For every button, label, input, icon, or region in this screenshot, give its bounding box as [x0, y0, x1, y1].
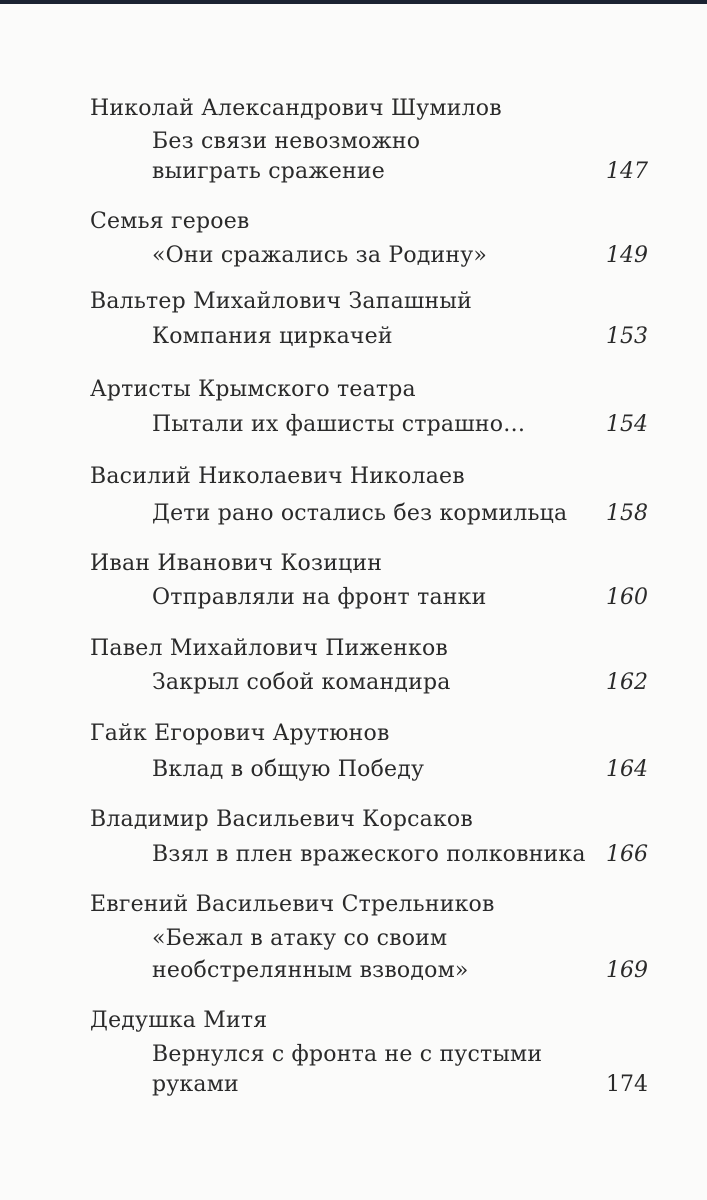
- toc-page-number: 153: [606, 324, 648, 349]
- toc-author: Артисты Крымского театра: [90, 377, 416, 402]
- toc-title-line: Компания циркачей: [152, 324, 393, 349]
- toc-title-line: Вклад в общую Победу: [152, 757, 425, 782]
- toc-title-line: Без связи невозможно: [152, 129, 421, 154]
- toc-title-line: «Бежал в атаку со своим: [152, 926, 448, 951]
- toc-page-number: 164: [606, 757, 648, 782]
- toc-author: Николай Александрович Шумилов: [90, 96, 502, 121]
- toc-title-line: Отправляли на фронт танки: [152, 585, 487, 610]
- toc-author: Иван Иванович Козицин: [90, 551, 383, 576]
- toc-page-number: 169: [606, 958, 648, 983]
- toc-page-number: 166: [606, 842, 648, 867]
- toc-author: Семья героев: [90, 209, 250, 234]
- toc-page-number: 160: [606, 585, 648, 610]
- toc-author: Павел Михайлович Пиженков: [90, 636, 449, 661]
- toc-page-number: 147: [606, 159, 648, 184]
- toc-page-number: 158: [606, 501, 648, 526]
- toc-author: Гайк Егорович Арутюнов: [90, 721, 390, 746]
- toc-title-line: Вернулся с фронта не с пустыми: [152, 1042, 543, 1067]
- toc-title-line: Дети рано остались без кормильца: [152, 501, 568, 526]
- toc-page-number: 174: [606, 1072, 648, 1097]
- toc-title-line: Пытали их фашисты страшно…: [152, 412, 526, 437]
- toc-author: Вальтер Михайлович Запашный: [90, 289, 472, 314]
- toc-title-line: необстрелянным взводом»: [152, 958, 469, 983]
- toc-title-line: руками: [152, 1072, 239, 1097]
- toc-title-line: «Они сражались за Родину»: [152, 243, 488, 268]
- toc-author: Дедушка Митя: [90, 1008, 268, 1033]
- toc-page-number: 149: [606, 243, 648, 268]
- toc-page-number: 154: [606, 412, 648, 437]
- toc-title-line: Взял в плен вражеского полковника: [152, 842, 586, 867]
- toc-page-number: 162: [606, 670, 648, 695]
- toc-title-line: Закрыл собой командира: [152, 670, 451, 695]
- toc-title-line: выиграть сражение: [152, 159, 385, 184]
- toc-author: Василий Николаевич Николаев: [90, 464, 465, 489]
- toc-author: Владимир Васильевич Корсаков: [90, 807, 473, 832]
- toc-author: Евгений Васильевич Стрельников: [90, 892, 495, 917]
